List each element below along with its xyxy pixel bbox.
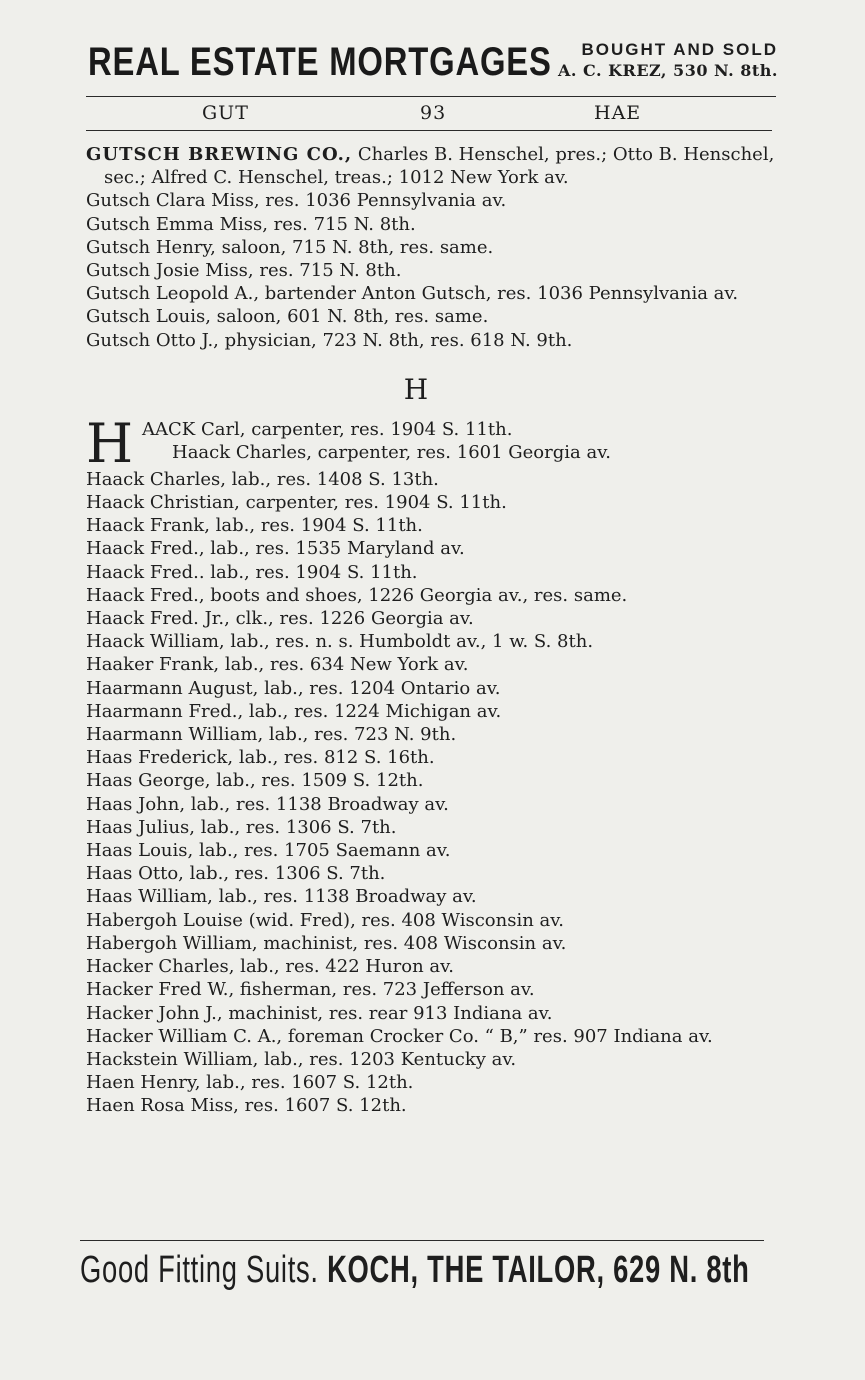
ad-bottom-part1: Good Fitting Suits.: [80, 1249, 319, 1291]
list-item: Haack Christian, carpenter, res. 1904 S. 11th.: [86, 492, 507, 514]
list-item: Habergoh William, machinist, res. 408 Wisconsin av.: [86, 932, 567, 954]
ad-headline: REAL ESTATE MORTGAGES: [88, 40, 552, 84]
top-rule: [86, 96, 776, 97]
bottom-rule: [80, 1240, 764, 1241]
list-item: Haack Fred.. lab., res. 1904 S. 11th.: [86, 561, 418, 583]
list-item: Haack Frank, lab., res. 1904 S. 11th.: [86, 515, 423, 537]
list-item: Haaker Frank, lab., res. 634 New York av.: [86, 654, 469, 676]
list-item: Haen Henry, lab., res. 1607 S. 12th.: [86, 1072, 414, 1094]
list-item: Hacker William C. A., foreman Crocker Co. “ B,” res. 907 Indiana av.: [86, 1025, 713, 1047]
list-item: Hacker John J., machinist, res. rear 913 Indiana av.: [86, 1002, 553, 1024]
list-item: Gutsch Henry, saloon, 715 N. 8th, res. same.: [86, 236, 494, 258]
list-item: Haas Louis, lab., res. 1705 Saemann av.: [86, 840, 451, 862]
list-item: Gutsch Clara Miss, res. 1036 Pennsylvania av.: [86, 190, 507, 212]
list-item: Haack William, lab., res. n. s. Humboldt av., 1 w. S. 8th.: [86, 631, 594, 653]
entry-text: Charles B. Henschel, pres.; Otto B. Henschel, sec.; Alfred C. Henschel, treas.; 1012 New York av.: [104, 144, 775, 189]
page-number: 93: [420, 102, 447, 124]
directory-entries: [86, 143, 776, 1118]
list-item: Haas Julius, lab., res. 1306 S. 7th.: [86, 816, 397, 838]
ad-bottom-part2: KOCH, THE TAILOR,: [327, 1249, 605, 1291]
section-letter: H: [403, 372, 429, 406]
entry-gutsch-brewing: [86, 143, 776, 189]
list-item: Habergoh Louise (wid. Fred), res. 408 Wisconsin av.: [86, 909, 565, 931]
top-advertisement: [88, 40, 778, 90]
list-item: Haarmann August, lab., res. 1204 Ontario av.: [86, 677, 501, 699]
list-item: Haack Fred., boots and shoes, 1226 Georgia av., res. same.: [86, 584, 628, 606]
list-item: Haack Charles, lab., res. 1408 S. 13th.: [86, 468, 439, 490]
ad-side-text: [558, 40, 778, 82]
ad-side-line1: BOUGHT AND SOLD: [581, 40, 778, 59]
entry-lead: GUTSCH BREWING CO.,: [86, 144, 353, 165]
list-item: Haarmann William, lab., res. 723 N. 9th.: [86, 724, 457, 746]
list-item: Gutsch Emma Miss, res. 715 N. 8th.: [86, 213, 416, 235]
list-item: Haen Rosa Miss, res. 1607 S. 12th.: [86, 1095, 407, 1117]
list-item: Hackstein William, lab., res. 1203 Kentucky av.: [86, 1048, 517, 1070]
list-item: Haack Fred. Jr., clk., res. 1226 Georgia av.: [86, 608, 474, 630]
list-item: Haas George, lab., res. 1509 S. 12th.: [86, 770, 424, 792]
list-item: Haas William, lab., res. 1138 Broadway av.: [86, 886, 477, 908]
dropcap-line-2: Haack Charles, carpenter, res. 1601 Georgia av.: [172, 441, 611, 463]
list-item: Haack Fred., lab., res. 1535 Maryland av.: [86, 538, 465, 560]
head-rule: [86, 130, 772, 131]
dropcap-line-1: AACK Carl, carpenter, res. 1904 S. 11th.: [142, 418, 513, 440]
list-item: Haarmann Fred., lab., res. 1224 Michigan av.: [86, 700, 502, 722]
list-item: Haas John, lab., res. 1138 Broadway av.: [86, 793, 449, 815]
bottom-advertisement: [80, 1248, 780, 1296]
list-item: Hacker Charles, lab., res. 422 Huron av.: [86, 956, 454, 978]
running-head-left: GUT: [202, 102, 249, 124]
ad-bottom-part3: 629 N. 8th: [613, 1249, 750, 1291]
list-item: Haas Otto, lab., res. 1306 S. 7th.: [86, 863, 386, 885]
dropcap-entry: [86, 411, 776, 475]
running-head-right: HAE: [594, 102, 642, 124]
list-item: Gutsch Otto J., physician, 723 N. 8th, res. 618 N. 9th.: [86, 329, 573, 351]
ad-side-line2: A. C. KREZ, 530 N. 8th.: [557, 61, 778, 80]
list-item: Hacker Fred W., fisherman, res. 723 Jefferson av.: [86, 979, 535, 1001]
drop-cap-letter: H: [86, 411, 134, 475]
list-item: Gutsch Louis, saloon, 601 N. 8th, res. same.: [86, 306, 489, 328]
list-item: Gutsch Leopold A., bartender Anton Gutsch, res. 1036 Pennsylvania av.: [86, 283, 739, 305]
list-item: Haas Frederick, lab., res. 812 S. 16th.: [86, 747, 435, 769]
list-item: Gutsch Josie Miss, res. 715 N. 8th.: [86, 260, 402, 282]
